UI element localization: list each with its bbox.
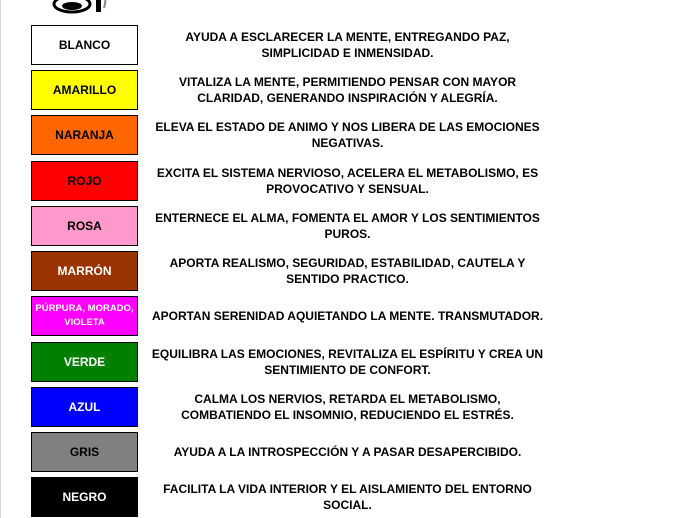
color-swatch: NARANJA xyxy=(31,115,138,155)
color-row-purpura xyxy=(0,296,690,336)
color-description: ELEVA EL ESTADO DE ANIMO Y NOS LIBERA DE LAS EMOCIONES NEGATIVAS. xyxy=(155,120,540,150)
color-description: AYUDA A LA INTROSPECCIÓN Y A PASAR DESAPERCIBIDO. xyxy=(173,445,522,459)
color-swatch: ROJO xyxy=(31,161,138,201)
color-swatch: AZUL xyxy=(31,387,138,427)
color-row-amarillo xyxy=(0,70,690,110)
color-swatch: GRIS xyxy=(31,432,138,472)
color-row-gris xyxy=(0,432,690,472)
color-description: VITALIZA LA MENTE, PERMITIENDO PENSAR CON MAYOR CLARIDAD, GENERANDO INSPIRACIÓN Y ALEGRÍA. xyxy=(178,75,517,105)
color-row-naranja xyxy=(0,115,690,155)
color-row-verde xyxy=(0,342,690,382)
color-swatch: MARRÓN xyxy=(31,251,138,291)
color-swatch: PÚRPURA, MORADO, VIOLETA xyxy=(31,296,138,336)
color-swatch: AMARILLO xyxy=(31,70,138,110)
color-row-rosa xyxy=(0,206,690,246)
color-swatch: NEGRO xyxy=(31,477,138,517)
color-description: APORTAN SERENIDAD AQUIETANDO LA MENTE. TRANSMUTADOR. xyxy=(151,309,544,323)
color-description: APORTA REALISMO, SEGURIDAD, ESTABILIDAD, CAUTELA Y SENTIDO PRACTICO. xyxy=(169,256,526,286)
color-description: ENTERNECE EL ALMA, FOMENTA EL AMOR Y LOS SENTIMIENTOS PUROS. xyxy=(155,211,540,241)
color-description: EQUILIBRA LAS EMOCIONES, REVITALIZA EL ESPÍRITU Y CREA UN SENTIMIENTO DE CONFORT. xyxy=(151,347,544,377)
color-row-marron xyxy=(0,251,690,291)
color-description: EXCITA EL SISTEMA NERVIOSO, ACELERA EL METABOLISMO, ES PROVOCATIVO Y SENSUAL. xyxy=(156,166,539,196)
color-swatch: VERDE xyxy=(31,342,138,382)
color-swatch: BLANCO xyxy=(31,25,138,65)
color-description: FACILITA LA VIDA INTERIOR Y EL AISLAMIENTO DEL ENTORNO SOCIAL. xyxy=(163,482,532,512)
logo-icon xyxy=(50,0,110,16)
color-row-negro xyxy=(0,477,690,517)
color-row-azul xyxy=(0,387,690,427)
color-swatch: ROSA xyxy=(31,206,138,246)
color-description: CALMA LOS NERVIOS, RETARDA EL METABOLISMO, COMBATIENDO EL INSOMNIO, REDUCIENDO EL ESTRÉS. xyxy=(181,392,514,422)
color-description: AYUDA A ESCLARECER LA MENTE, ENTREGANDO PAZ, SIMPLICIDAD E INMENSIDAD. xyxy=(185,30,510,60)
color-row-blanco xyxy=(0,25,690,65)
color-row-rojo xyxy=(0,161,690,201)
